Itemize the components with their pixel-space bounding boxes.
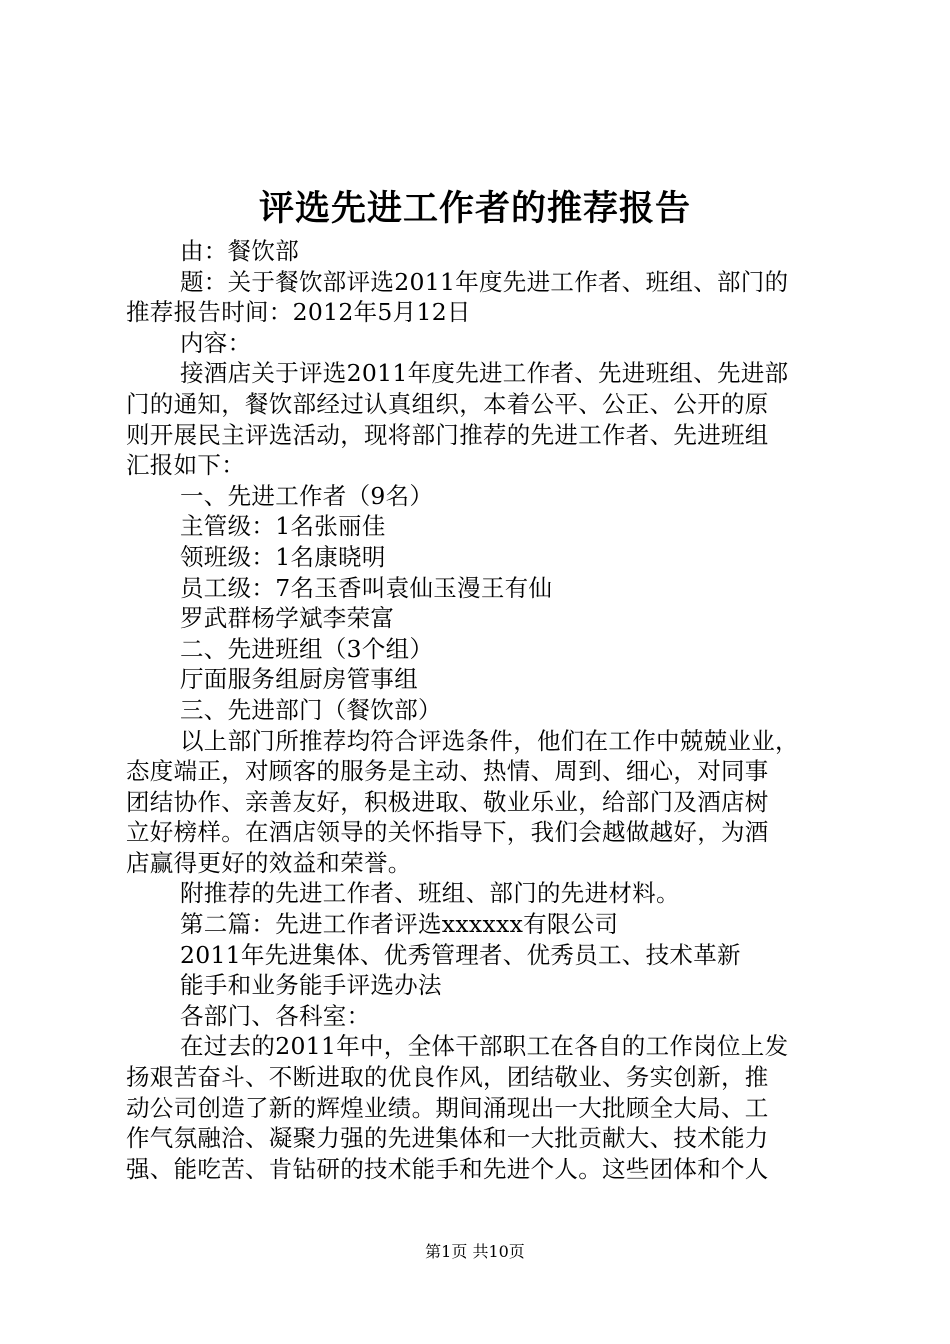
body-line: 题：关于餐饮部评选2011年度先进工作者、班组、部门的 [180,267,789,296]
body-line: 接酒店关于评选2011年度先进工作者、先进班组、先进部 [180,359,789,388]
body-line: 由：餐饮部 [180,237,299,265]
body-line: 动公司创造了新的辉煌业绩。期间涌现出一大批顾全大局、工 [126,1093,769,1122]
document-title: 评选先进工作者的推荐报告 [258,188,691,229]
body-line: 以上部门所推荐均符合评选条件，他们在工作中兢兢业业， [180,726,799,755]
body-line: 二、先进班组（3个组） [180,634,434,663]
body-line: 第二篇：先进工作者评选xxxxxx有限公司 [180,910,619,939]
body-line: 则开展民主评选活动，现将部门推荐的先进工作者、先进班组 [126,420,769,449]
body-line: 门的通知，餐饮部经过认真组织，本着公平、公正、公开的原 [126,389,769,418]
document-body [126,236,838,1184]
body-line: 作气氛融洽、凝聚力强的先进集体和一大批贡献大、技术能力 [126,1124,769,1153]
body-line: 汇报如下： [126,451,245,480]
body-line: 员工级：7名玉香叫袁仙玉漫王有仙 [180,573,553,602]
body-line: 内容： [180,328,252,357]
body-line: 三、先进部门（餐饮部） [180,695,442,724]
body-line: 主管级：1名张丽佳 [180,512,386,541]
body-line: 各部门、各科室： [180,1001,371,1030]
body-line: 强、能吃苦、肯钻研的技术能手和先进个人。这些团体和个人 [126,1154,769,1183]
body-line: 态度端正，对顾客的服务是主动、热情、周到、细心，对同事 [126,757,769,786]
body-line: 能手和业务能手评选办法 [180,971,442,1000]
body-line: 领班级：1名康晓明 [180,542,386,571]
body-line: 团结协作、亲善友好，积极进取、敬业乐业，给部门及酒店树 [126,787,769,816]
body-line: 厅面服务组厨房管事组 [180,665,418,694]
body-line: 在过去的2011年中，全体干部职工在各自的工作岗位上发 [180,1032,789,1061]
body-line: 罗武群杨学斌李荣富 [180,604,395,633]
page-footer: 第1页 共10页 [425,1242,525,1261]
body-line: 立好榜样。在酒店领导的关怀指导下，我们会越做越好，为酒 [126,818,769,847]
body-line: 扬艰苦奋斗、不断进取的优良作风，团结敬业、务实创新，推 [126,1063,769,1092]
body-line: 附推荐的先进工作者、班组、部门的先进材料。 [180,879,680,908]
body-line: 店赢得更好的效益和荣誉。 [126,848,412,877]
body-line: 一、先进工作者（9名） [180,481,434,510]
body-line: 2011年先进集体、优秀管理者、优秀员工、技术革新 [180,940,741,969]
body-line: 推荐报告时间：2012年5月12日 [126,298,471,327]
